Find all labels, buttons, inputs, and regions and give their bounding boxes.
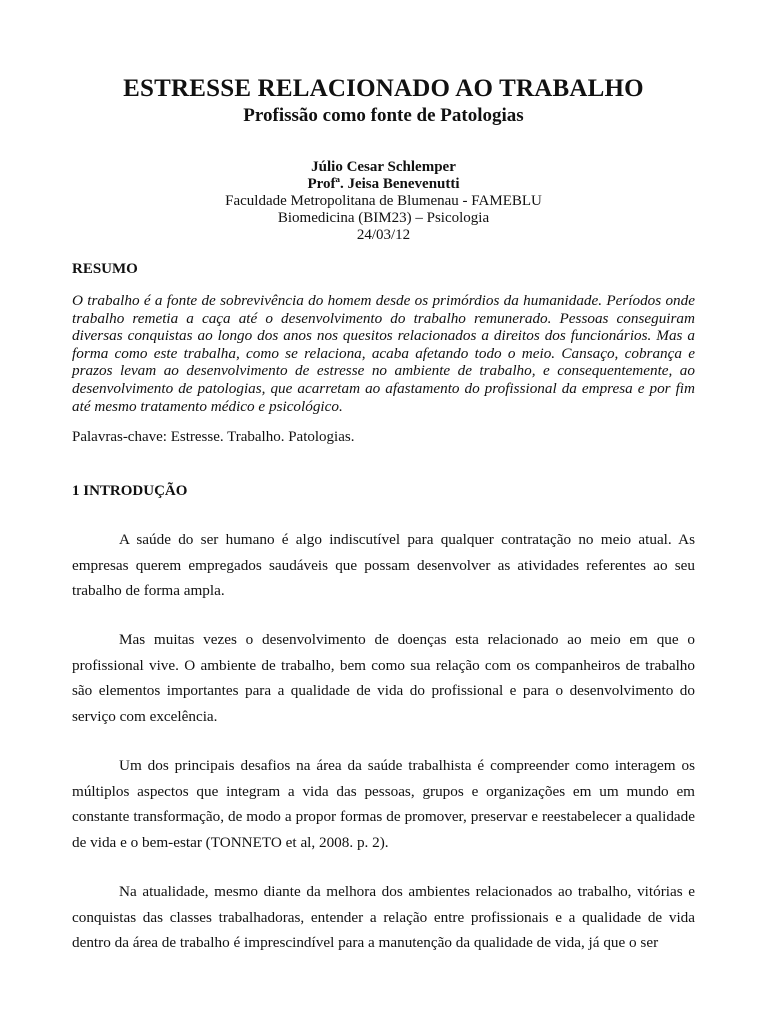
document-date: 24/03/12 <box>356 227 411 243</box>
institution-name: Faculdade Metropolitana de Blumenau - FAMEBLU <box>225 193 542 209</box>
body-paragraph: Mas muitas vezes o desenvolvimento de doenças esta relacionado ao meio em que o profissional vive. O ambiente de trabalho, bem como sua relação com os companheiros de trabalho são elementos importantes para a qualidade de vida do profissional e para o desenvolvimento do serviço com excelência. <box>72 631 695 725</box>
body-paragraph: Na atualidade, mesmo diante da melhora dos ambientes relacionados ao trabalho, vitórias e conquistas das classes trabalhadoras, entender a relação entre profissionais e a qualidade de vida dentro da área de trabalho é imprescindível para a manutenção da qualidade de vida, já que o ser <box>72 883 695 952</box>
body-paragraph: A saúde do ser humano é algo indiscutível para qualquer contratação no meio atual. As empresas querem empregados saudáveis que possam desenvolver as atividades referentes ao seu trabalho de forma ampla. <box>72 531 695 600</box>
author-name: Júlio Cesar Schlemper <box>311 159 456 175</box>
course-name: Biomedicina (BIM23) – Psicologia <box>277 210 490 226</box>
professor-name: Profª. Jeisa Benevenutti <box>307 176 460 192</box>
document-title: ESTRESSE RELACIONADO AO TRABALHO <box>123 75 644 102</box>
document-subtitle: Profissão como fonte de Patologias <box>243 105 524 126</box>
keywords-line: Palavras-chave: Estresse. Trabalho. Patologias. <box>72 429 355 445</box>
body-paragraph: Um dos principais desafios na área da saúde trabalhista é compreender como interagem os múltiplos aspectos que integram a vida das pessoas, grupos e organizações em um mundo em constante transformação, de modo a propor formas de promover, preservar e reestabelecer a qualidade de vida e o bem-estar (TONNETO et al, 2008. p. 2). <box>72 757 695 851</box>
section-heading: 1 INTRODUÇÃO <box>72 483 188 499</box>
author-block <box>72 159 695 244</box>
abstract-text: O trabalho é a fonte de sobrevivência do homem desde os primórdios da humanidade. Períodos onde trabalho remetia a caça até o desenvolvimento do trabalho remunerado. Pessoas conseguiram diversas conquistas ao longo dos anos nos quesitos relacionados a direitos dos funcionários. Mas a forma como este trabalha, como se relaciona, acaba afetando todo o meio. Cansaço, cobrança e prazos levam ao desenvolvimento de estresse no ambiente de trabalho, e consequentemente, ao desenvolvimento de patologias, que acarretam ao afastamento do profissional da empresa e por fim até mesmo tratamento médico e psicológico. <box>72 292 695 415</box>
abstract-heading: RESUMO <box>72 261 138 277</box>
